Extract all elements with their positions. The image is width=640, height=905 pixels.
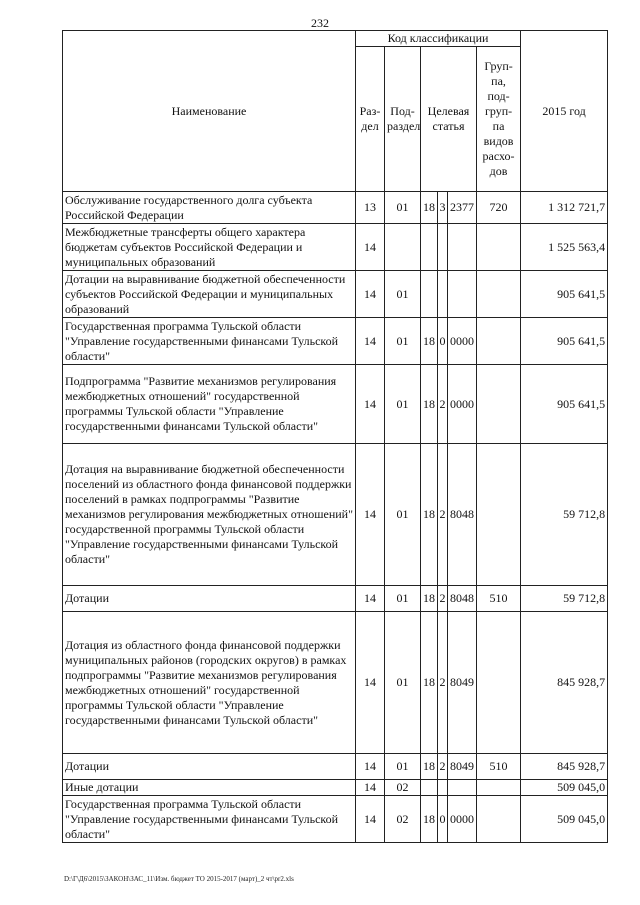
table-row: [63, 224, 608, 271]
row-target-program: 18: [421, 318, 438, 365]
header-name: Наименование: [63, 31, 356, 192]
row-name: Обслуживание государственного долга субъекта Российской Федерации: [63, 192, 356, 224]
row-target-program: 18: [421, 192, 438, 224]
row-target-direction: 0000: [448, 796, 477, 843]
row-subsection: 01: [385, 271, 421, 318]
row-target-subprogram: [438, 271, 448, 318]
row-target-direction: 8048: [448, 586, 477, 612]
row-amount: 845 928,7: [521, 612, 608, 754]
row-expense-type: [477, 780, 521, 796]
header-year: 2015 год: [521, 31, 608, 192]
row-target-subprogram: [438, 224, 448, 271]
table-row: [63, 612, 608, 754]
row-section: 14: [356, 754, 385, 780]
row-expense-type: 720: [477, 192, 521, 224]
row-amount: 59 712,8: [521, 444, 608, 586]
row-name: Дотации: [63, 754, 356, 780]
row-target-program: [421, 224, 438, 271]
table-row: [63, 318, 608, 365]
row-target-direction: 8049: [448, 612, 477, 754]
table-body: [63, 192, 608, 843]
table-row: [63, 365, 608, 444]
row-target-program: [421, 271, 438, 318]
row-target-program: 18: [421, 586, 438, 612]
row-target-subprogram: 3: [438, 192, 448, 224]
row-section: 14: [356, 365, 385, 444]
row-name: Дотации: [63, 586, 356, 612]
row-target-program: 18: [421, 365, 438, 444]
row-expense-type: [477, 318, 521, 365]
row-expense-type: [477, 796, 521, 843]
row-target-subprogram: 2: [438, 444, 448, 586]
row-subsection: 02: [385, 780, 421, 796]
row-name: Дотации на выравнивание бюджетной обеспеченности субъектов Российской Федерации и муниципальных образований: [63, 271, 356, 318]
row-amount: 845 928,7: [521, 754, 608, 780]
row-section: 14: [356, 796, 385, 843]
row-expense-type: [477, 271, 521, 318]
row-target-direction: 8049: [448, 754, 477, 780]
table-row: [63, 271, 608, 318]
row-name: Дотация из областного фонда финансовой поддержки муниципальных районов (городских округов) в рамках подпрограммы "Развитие механизмов регулирования межбюджетных отношений" государственной программы Тульской области "Управление государственными финансами Тульской области": [63, 612, 356, 754]
row-amount: 1 312 721,7: [521, 192, 608, 224]
row-name: Подпрограмма "Развитие механизмов регулирования межбюджетных отношений" государственной программы Тульской области "Управление государственными финансами Тульской области": [63, 365, 356, 444]
row-subsection: 01: [385, 365, 421, 444]
table-row: [63, 796, 608, 843]
row-name: Государственная программа Тульской области "Управление государственными финансами Тульской области": [63, 796, 356, 843]
row-target-direction: 2377: [448, 192, 477, 224]
row-expense-type: [477, 612, 521, 754]
row-expense-type: [477, 224, 521, 271]
row-target-direction: 8048: [448, 444, 477, 586]
header-classification-code: Код классификации: [356, 31, 521, 47]
table-row: [63, 192, 608, 224]
row-target-subprogram: 2: [438, 612, 448, 754]
budget-table: [62, 30, 608, 843]
row-target-direction: [448, 224, 477, 271]
row-subsection: 01: [385, 586, 421, 612]
row-target-program: 18: [421, 754, 438, 780]
row-target-direction: 0000: [448, 365, 477, 444]
row-name: Государственная программа Тульской области "Управление государственными финансами Тульской области": [63, 318, 356, 365]
row-target-subprogram: 0: [438, 318, 448, 365]
row-subsection: 01: [385, 754, 421, 780]
row-section: 14: [356, 271, 385, 318]
row-section: 13: [356, 192, 385, 224]
row-target-program: [421, 780, 438, 796]
row-subsection: 01: [385, 444, 421, 586]
row-target-subprogram: 2: [438, 754, 448, 780]
row-target-program: 18: [421, 796, 438, 843]
row-target-program: 18: [421, 612, 438, 754]
footer-file-path: D:\Г\Д6\2015\ЗАКОН\ЗАС_11\Изм. бюджет ТО 2015-2017 (март)_2 чт\pr2.xls: [64, 875, 294, 883]
row-amount: 59 712,8: [521, 586, 608, 612]
row-expense-type: [477, 444, 521, 586]
row-target-subprogram: 2: [438, 586, 448, 612]
table-row: [63, 754, 608, 780]
row-amount: 509 045,0: [521, 780, 608, 796]
row-section: 14: [356, 224, 385, 271]
row-name: Дотация на выравнивание бюджетной обеспеченности поселений из областного фонда финансовой поддержки поселений в рамках подпрограммы "Развитие механизмов регулирования межбюджетных отношений" государственной программы Тульской области "Управление государственными финансами Тульской области": [63, 444, 356, 586]
row-target-subprogram: 2: [438, 365, 448, 444]
row-section: 14: [356, 780, 385, 796]
row-target-direction: [448, 271, 477, 318]
row-section: 14: [356, 586, 385, 612]
header-expense-group: Груп- па, под- груп- па видов расхо- дов: [477, 47, 521, 192]
row-amount: 905 641,5: [521, 365, 608, 444]
header-section: Раз- дел: [356, 47, 385, 192]
row-subsection: 02: [385, 796, 421, 843]
row-amount: 905 641,5: [521, 318, 608, 365]
row-amount: 509 045,0: [521, 796, 608, 843]
row-section: 14: [356, 444, 385, 586]
row-subsection: 01: [385, 612, 421, 754]
row-subsection: 01: [385, 192, 421, 224]
row-expense-type: [477, 365, 521, 444]
table-row: [63, 780, 608, 796]
row-section: 14: [356, 612, 385, 754]
row-section: 14: [356, 318, 385, 365]
row-target-direction: 0000: [448, 318, 477, 365]
header-target-article: Целевая статья: [421, 47, 477, 192]
row-target-subprogram: [438, 780, 448, 796]
row-target-direction: [448, 780, 477, 796]
row-amount: 905 641,5: [521, 271, 608, 318]
table-row: [63, 586, 608, 612]
row-subsection: 01: [385, 318, 421, 365]
row-subsection: [385, 224, 421, 271]
row-target-subprogram: 0: [438, 796, 448, 843]
table-row: [63, 444, 608, 586]
row-expense-type: 510: [477, 586, 521, 612]
header-subsection: Под- раздел: [385, 47, 421, 192]
row-target-program: 18: [421, 444, 438, 586]
row-name: Иные дотации: [63, 780, 356, 796]
row-amount: 1 525 563,4: [521, 224, 608, 271]
row-expense-type: 510: [477, 754, 521, 780]
page-number: 232: [311, 16, 329, 30]
row-name: Межбюджетные трансферты общего характера бюджетам субъектов Российской Федерации и муниципальных образований: [63, 224, 356, 271]
